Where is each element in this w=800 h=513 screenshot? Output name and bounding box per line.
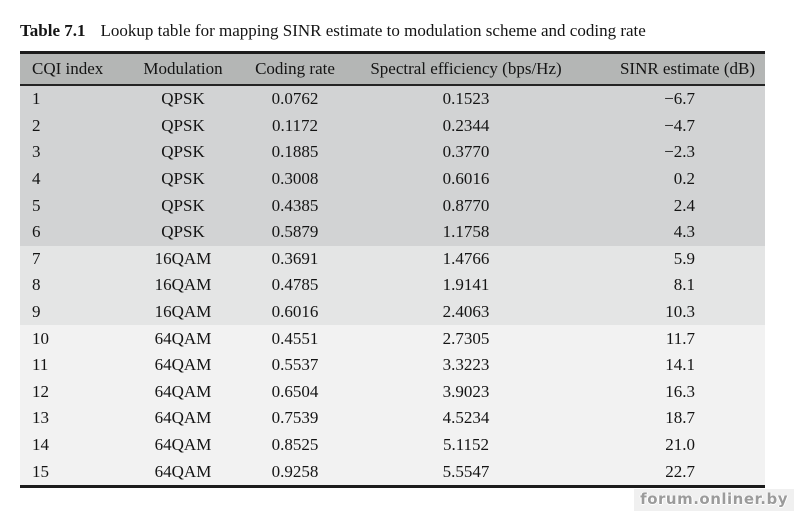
cell-modulation: QPSK <box>130 192 236 219</box>
cell-coding-rate: 0.1172 <box>236 113 354 140</box>
cell-sinr-estimate: 4.3 <box>578 219 765 246</box>
cell-modulation: 16QAM <box>130 299 236 326</box>
table-row <box>20 458 765 486</box>
watermark: forum.onliner.by <box>634 489 794 511</box>
cell-modulation: 64QAM <box>130 352 236 379</box>
column-header-sinr-estimate: SINR estimate (dB) <box>578 53 765 86</box>
cell-coding-rate: 0.9258 <box>236 458 354 486</box>
cell-spectral-efficiency: 0.6016 <box>354 166 578 193</box>
table-row <box>20 272 765 299</box>
table-row <box>20 139 765 166</box>
cell-spectral-efficiency: 0.3770 <box>354 139 578 166</box>
cell-sinr-estimate: −6.7 <box>578 85 765 113</box>
cell-spectral-efficiency: 4.5234 <box>354 405 578 432</box>
cell-spectral-efficiency: 2.4063 <box>354 299 578 326</box>
cell-sinr-estimate: 16.3 <box>578 379 765 406</box>
cell-modulation: 64QAM <box>130 405 236 432</box>
cell-coding-rate: 0.5537 <box>236 352 354 379</box>
cell-coding-rate: 0.8525 <box>236 432 354 459</box>
cell-modulation: QPSK <box>130 139 236 166</box>
cell-cqi-index: 13 <box>20 405 130 432</box>
cell-cqi-index: 2 <box>20 113 130 140</box>
cell-coding-rate: 0.4385 <box>236 192 354 219</box>
table-row <box>20 246 765 273</box>
cell-coding-rate: 0.6016 <box>236 299 354 326</box>
cell-modulation: QPSK <box>130 166 236 193</box>
cell-modulation: 16QAM <box>130 246 236 273</box>
cell-modulation: 64QAM <box>130 432 236 459</box>
cell-cqi-index: 15 <box>20 458 130 486</box>
cell-spectral-efficiency: 1.1758 <box>354 219 578 246</box>
cell-sinr-estimate: 5.9 <box>578 246 765 273</box>
cell-cqi-index: 14 <box>20 432 130 459</box>
cell-cqi-index: 8 <box>20 272 130 299</box>
cell-sinr-estimate: 21.0 <box>578 432 765 459</box>
table-row <box>20 85 765 113</box>
cell-cqi-index: 1 <box>20 85 130 113</box>
table-row <box>20 352 765 379</box>
column-header-spectral-efficiency: Spectral efficiency (bps/Hz) <box>354 53 578 86</box>
cell-cqi-index: 7 <box>20 246 130 273</box>
cell-spectral-efficiency: 0.2344 <box>354 113 578 140</box>
cell-spectral-efficiency: 5.5547 <box>354 458 578 486</box>
cell-cqi-index: 3 <box>20 139 130 166</box>
cell-cqi-index: 4 <box>20 166 130 193</box>
cell-cqi-index: 12 <box>20 379 130 406</box>
table-row <box>20 166 765 193</box>
cell-coding-rate: 0.3008 <box>236 166 354 193</box>
cell-cqi-index: 5 <box>20 192 130 219</box>
cell-modulation: 64QAM <box>130 379 236 406</box>
cell-cqi-index: 11 <box>20 352 130 379</box>
cell-spectral-efficiency: 1.4766 <box>354 246 578 273</box>
cell-coding-rate: 0.0762 <box>236 85 354 113</box>
cell-sinr-estimate: −2.3 <box>578 139 765 166</box>
column-header-coding-rate: Coding rate <box>236 53 354 86</box>
table-row <box>20 405 765 432</box>
cell-sinr-estimate: 0.2 <box>578 166 765 193</box>
cell-modulation: QPSK <box>130 113 236 140</box>
cell-spectral-efficiency: 3.3223 <box>354 352 578 379</box>
table-row <box>20 325 765 352</box>
cell-sinr-estimate: 10.3 <box>578 299 765 326</box>
cell-coding-rate: 0.4551 <box>236 325 354 352</box>
column-header-cqi-index: CQI index <box>20 53 130 86</box>
table-caption-text: Lookup table for mapping SINR estimate to modulation scheme and coding rate <box>100 21 646 40</box>
cell-spectral-efficiency: 0.8770 <box>354 192 578 219</box>
cell-coding-rate: 0.4785 <box>236 272 354 299</box>
cell-coding-rate: 0.5879 <box>236 219 354 246</box>
cell-coding-rate: 0.3691 <box>236 246 354 273</box>
cell-cqi-index: 6 <box>20 219 130 246</box>
cell-cqi-index: 9 <box>20 299 130 326</box>
table-caption-number: Table 7.1 <box>20 21 86 40</box>
table-row <box>20 192 765 219</box>
cell-spectral-efficiency: 5.1152 <box>354 432 578 459</box>
cell-sinr-estimate: 11.7 <box>578 325 765 352</box>
cell-coding-rate: 0.1885 <box>236 139 354 166</box>
cell-spectral-efficiency: 2.7305 <box>354 325 578 352</box>
cell-sinr-estimate: 22.7 <box>578 458 765 486</box>
cell-sinr-estimate: 2.4 <box>578 192 765 219</box>
cell-sinr-estimate: 8.1 <box>578 272 765 299</box>
sinr-lookup-table <box>20 51 765 488</box>
cell-spectral-efficiency: 1.9141 <box>354 272 578 299</box>
cell-spectral-efficiency: 0.1523 <box>354 85 578 113</box>
cell-sinr-estimate: 18.7 <box>578 405 765 432</box>
cell-modulation: 64QAM <box>130 458 236 486</box>
table-row <box>20 379 765 406</box>
cell-sinr-estimate: 14.1 <box>578 352 765 379</box>
cell-modulation: QPSK <box>130 219 236 246</box>
cell-cqi-index: 10 <box>20 325 130 352</box>
cell-spectral-efficiency: 3.9023 <box>354 379 578 406</box>
cell-modulation: 64QAM <box>130 325 236 352</box>
cell-modulation: 16QAM <box>130 272 236 299</box>
cell-coding-rate: 0.6504 <box>236 379 354 406</box>
cell-coding-rate: 0.7539 <box>236 405 354 432</box>
column-header-modulation: Modulation <box>130 53 236 86</box>
cell-sinr-estimate: −4.7 <box>578 113 765 140</box>
table-row <box>20 299 765 326</box>
table-row <box>20 432 765 459</box>
table-header-row <box>20 53 765 86</box>
table-row <box>20 113 765 140</box>
cell-modulation: QPSK <box>130 85 236 113</box>
table-row <box>20 219 765 246</box>
table-caption <box>20 21 646 41</box>
